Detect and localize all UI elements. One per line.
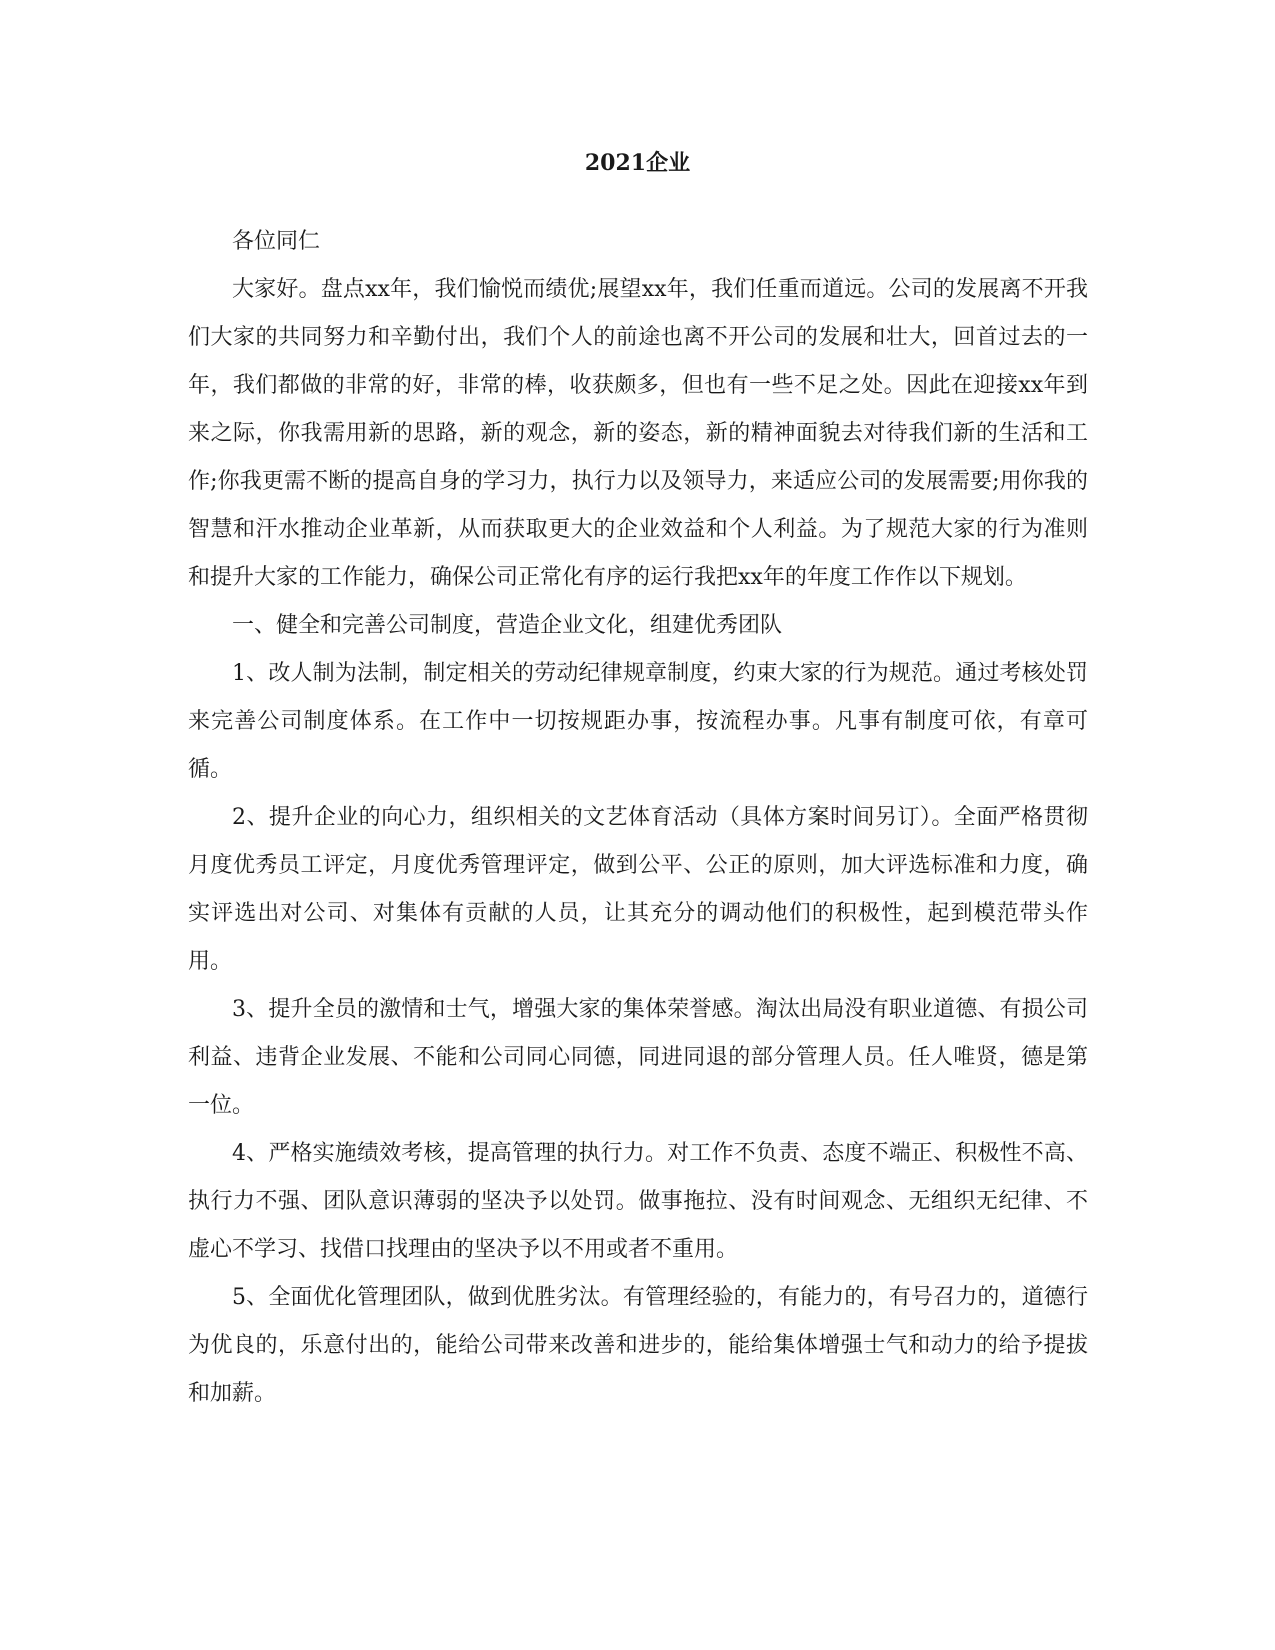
intro-paragraph: 大家好。盘点xx年，我们愉悦而绩优;展望xx年，我们任重而道远。公司的发展离不开我们大家的共同努力和辛勤付出，我们个人的前途也离不开公司的发展和壮大，回首过去的一年，我们都做的非常的好，非常的棒，收获颇多，但也有一些不足之处。因此在迎接xx年到来之际，你我需用新的思路，新的观念，新的姿态，新的精神面貌去对待我们新的生活和工作;你我更需不断的提高自身的学习力，执行力以及领导力，来适应公司的发展需要;用你我的智慧和汗水推动企业革新，从而获取更大的企业效益和个人利益。为了规范大家的行为准则和提升大家的工作能力，确保公司正常化有序的运行我把xx年的年度工作作以下规划。	[188, 277, 1088, 590]
salutation: 各位同仁	[232, 229, 321, 254]
item-paragraph-3: 3、提升全员的激情和士气，增强大家的集体荣誉感。淘汰出局没有职业道德、有损公司利益、违背企业发展、不能和公司同心同德，同进同退的部分管理人员。任人唯贤，德是第一位。	[188, 997, 1088, 1118]
item-paragraph-5: 5、全面优化管理团队，做到优胜劣汰。有管理经验的，有能力的，有号召力的，道德行为优良的，乐意付出的，能给公司带来改善和进步的，能给集体增强士气和动力的给予提拔和加薪。	[188, 1285, 1088, 1406]
item-paragraph-1: 1、改人制为法制，制定相关的劳动纪律规章制度，约束大家的行为规范。通过考核处罚来完善公司制度体系。在工作中一切按规距办事，按流程办事。凡事有制度可依，有章可循。	[188, 661, 1088, 782]
document-title: 2021企业	[584, 150, 691, 176]
section-heading: 一、健全和完善公司制度，营造企业文化，组建优秀团队	[232, 613, 783, 638]
document-body	[188, 218, 1088, 1418]
item-paragraph-2: 2、提升企业的向心力，组织相关的文艺体育活动（具体方案时间另订）。全面严格贯彻月度优秀员工评定，月度优秀管理评定，做到公平、公正的原则，加大评选标准和力度，确实评选出对公司、对集体有贡献的人员，让其充分的调动他们的积极性，起到模范带头作用。	[188, 805, 1088, 974]
item-paragraph-4: 4、严格实施绩效考核，提高管理的执行力。对工作不负责、态度不端正、积极性不高、执行力不强、团队意识薄弱的坚决予以处罚。做事拖拉、没有时间观念、无组织无纪律、不虚心不学习、找借口找理由的坚决予以不用或者不重用。	[188, 1141, 1088, 1262]
